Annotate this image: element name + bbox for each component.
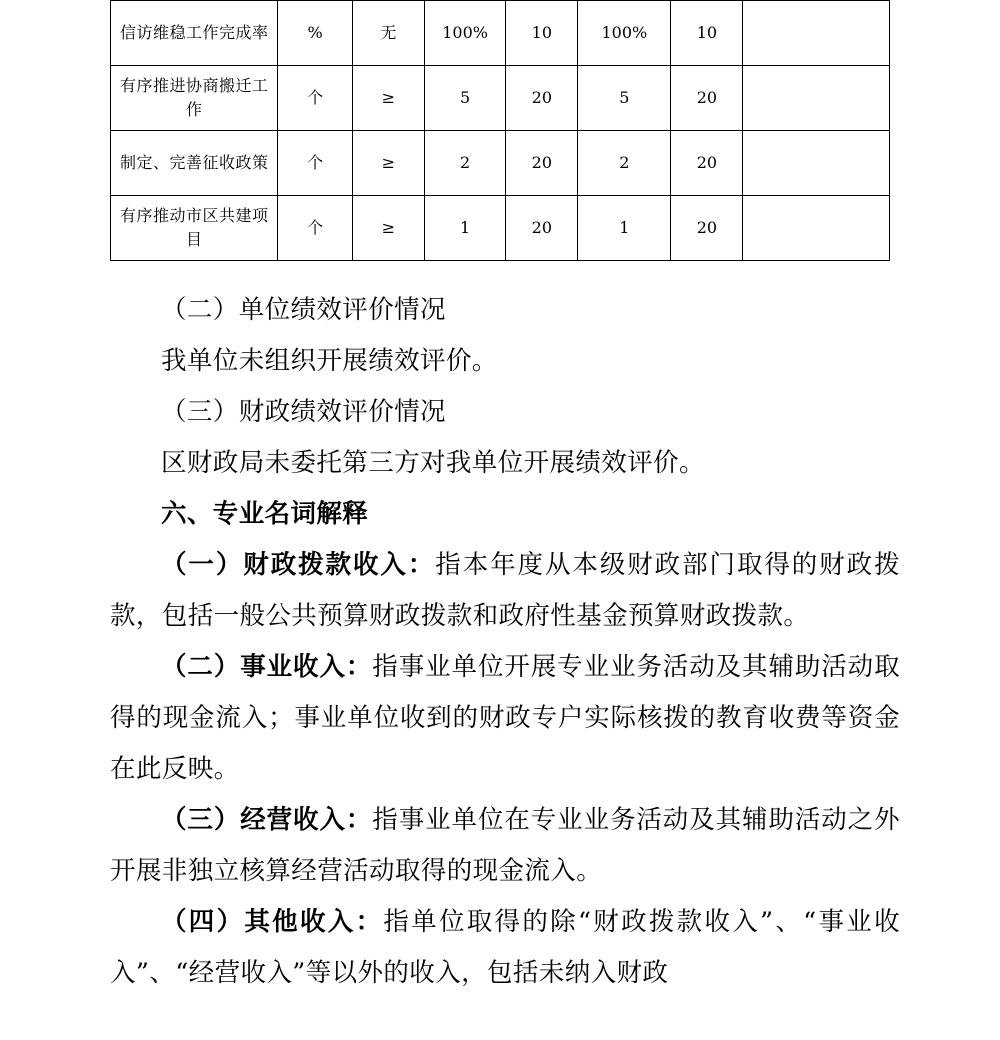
performance-indicator-table xyxy=(110,0,890,261)
performance-table-container xyxy=(110,0,890,261)
section-three-body: 区财政局未委托第三方对我单位开展绩效评价。 xyxy=(161,448,705,478)
document-body xyxy=(110,285,900,999)
indicator-actual-score: 10 xyxy=(671,1,743,66)
indicator-unit: 个 xyxy=(278,131,352,196)
term-label-1: （一）财政拨款收入： xyxy=(161,550,436,580)
section-two-title: （二）单位绩效评价情况 xyxy=(161,295,446,325)
section-two-body: 我单位未组织开展绩效评价。 xyxy=(161,346,498,376)
term-text-4: 指单位取得的除“财政拨款收入”、“事业收入”、“经营收入”等以外的收入，包括未纳入财政 xyxy=(110,907,900,988)
indicator-sign: ≥ xyxy=(352,66,424,131)
indicator-target: 100% xyxy=(424,1,505,66)
indicator-actual-score: 20 xyxy=(671,66,743,131)
term-text-2: 指事业单位开展专业业务活动及其辅助活动取得的现金流入；事业单位收到的财政专户实际核拨的教育收费等资金在此反映。 xyxy=(110,652,900,784)
term-text-1: 指本年度从本级财政部门取得的财政拨款，包括一般公共预算财政拨款和政府性基金预算财政拨款。 xyxy=(110,550,900,631)
term-definition-2 xyxy=(110,642,900,795)
indicator-name: 有序推进协商搬迁工作 xyxy=(111,66,278,131)
term-label-2: （二）事业收入： xyxy=(161,652,373,682)
indicator-note xyxy=(743,66,890,131)
indicator-score: 10 xyxy=(506,1,578,66)
table-row xyxy=(111,196,890,261)
indicator-actual: 5 xyxy=(578,66,671,131)
indicator-note xyxy=(743,196,890,261)
indicator-sign: 无 xyxy=(352,1,424,66)
indicator-note xyxy=(743,131,890,196)
indicator-target: 5 xyxy=(424,66,505,131)
indicator-unit: % xyxy=(278,1,352,66)
indicator-sign: ≥ xyxy=(352,196,424,261)
indicator-actual-score: 20 xyxy=(671,196,743,261)
indicator-actual: 100% xyxy=(578,1,671,66)
section-six-heading: 六、专业名词解释 xyxy=(161,499,369,529)
indicator-score: 20 xyxy=(506,131,578,196)
indicator-actual-score: 20 xyxy=(671,131,743,196)
term-text-3: 指事业单位在专业业务活动及其辅助活动之外开展非独立核算经营活动取得的现金流入。 xyxy=(110,805,900,886)
term-label-4: （四）其他收入： xyxy=(161,907,384,937)
indicator-target: 2 xyxy=(424,131,505,196)
indicator-name: 制定、完善征收政策 xyxy=(111,131,278,196)
indicator-note xyxy=(743,1,890,66)
table-row xyxy=(111,131,890,196)
indicator-name: 信访维稳工作完成率 xyxy=(111,1,278,66)
table-row xyxy=(111,1,890,66)
indicator-name: 有序推动市区共建项目 xyxy=(111,196,278,261)
indicator-target: 1 xyxy=(424,196,505,261)
term-definition-4 xyxy=(110,897,900,999)
indicator-unit: 个 xyxy=(278,66,352,131)
indicator-score: 20 xyxy=(506,66,578,131)
term-label-3: （三）经营收入： xyxy=(161,805,373,835)
indicator-actual: 1 xyxy=(578,196,671,261)
indicator-unit: 个 xyxy=(278,196,352,261)
table-row xyxy=(111,66,890,131)
section-three-title: （三）财政绩效评价情况 xyxy=(161,397,446,427)
term-definition-1 xyxy=(110,540,900,642)
term-definition-3 xyxy=(110,795,900,897)
indicator-score: 20 xyxy=(506,196,578,261)
indicator-sign: ≥ xyxy=(352,131,424,196)
indicator-actual: 2 xyxy=(578,131,671,196)
